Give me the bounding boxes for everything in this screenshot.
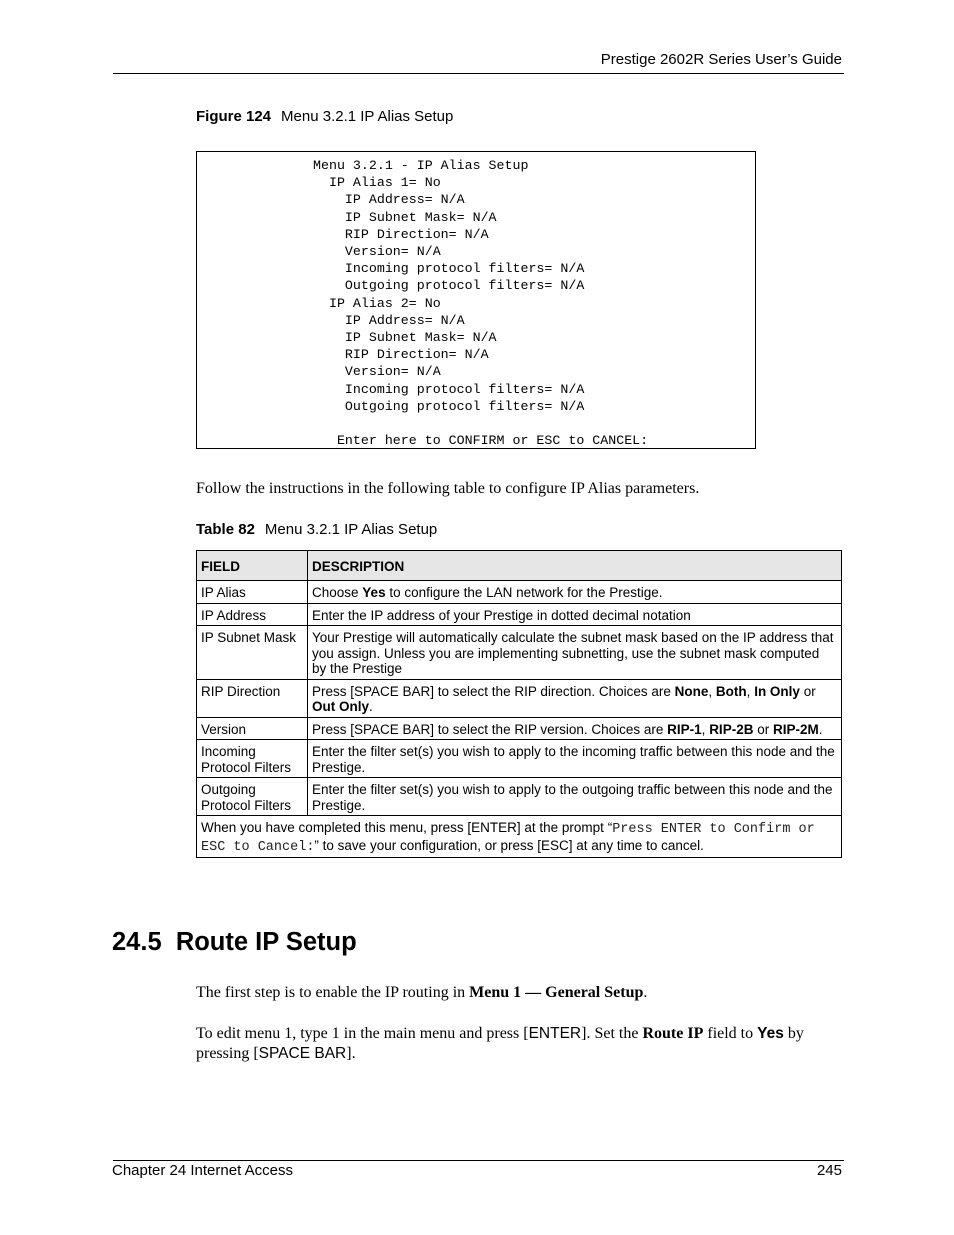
route-ip-paragraph-2 — [196, 1024, 842, 1064]
table-body — [197, 581, 842, 858]
footer-note-segment: ” to save your configuration, or press [ESC] at any time to cancel. — [314, 837, 704, 853]
description-segment: . — [369, 699, 373, 714]
table-header-row — [197, 551, 842, 581]
description-segment: . — [818, 721, 823, 737]
description-segment: , — [746, 683, 755, 699]
header-field: FIELD — [197, 551, 308, 581]
footer-note-segment: Press ENTER to Confirm or ESC to Cancel: — [201, 822, 815, 855]
para3-segment: field to — [703, 1025, 758, 1042]
description-segment: Yes — [362, 585, 386, 600]
description-cell — [308, 778, 842, 816]
header-description: DESCRIPTION — [308, 551, 842, 581]
field-cell: IP Alias — [197, 581, 308, 604]
footer-rule — [113, 1160, 844, 1161]
table-row — [197, 717, 842, 740]
figure-title: Menu 3.2.1 IP Alias Setup — [281, 108, 454, 125]
para3-segment: ]. — [346, 1045, 356, 1062]
para3-segment: ]. Set the — [581, 1025, 643, 1042]
description-cell — [308, 626, 842, 680]
description-segment: Both — [715, 683, 747, 699]
footer-chapter: Chapter 24 Internet Access — [112, 1162, 293, 1179]
para3-segment: Route IP — [642, 1025, 704, 1042]
description-segment: , — [701, 721, 710, 737]
para3-segment: SPACE BAR — [258, 1045, 347, 1062]
field-cell: RIP Direction — [197, 679, 308, 717]
header-rule — [113, 73, 844, 74]
table-row — [197, 740, 842, 778]
para3-segment: ENTER — [528, 1025, 582, 1042]
footer-note-segment: When you have completed this menu, press [ENTER] at the prompt “ — [201, 820, 613, 835]
field-cell: IP Address — [197, 603, 308, 626]
description-cell — [308, 740, 842, 778]
field-cell: IP Subnet Mask — [197, 626, 308, 680]
description-segment: Your Prestige will automatically calculate the subnet mask based on the IP address that you assign. Unless you are implementing subnetting, use the subnet mask computed by the Prestige — [312, 630, 834, 676]
section-title: Route IP Setup — [175, 928, 357, 956]
description-segment: or — [753, 721, 773, 737]
table-row — [197, 679, 842, 717]
intro-paragraph: Follow the instructions in the following table to configure IP Alias parameters. — [196, 480, 700, 497]
table-caption — [196, 521, 437, 538]
description-segment: Enter the filter set(s) you wish to apply to the incoming traffic between this node and the Prestige. — [312, 744, 835, 775]
para2-segment: The first step is to enable the IP routing in — [196, 984, 470, 1001]
description-segment: Press [SPACE BAR] to select the RIP version. Choices are — [312, 721, 668, 737]
field-cell: Incoming Protocol Filters — [197, 740, 308, 778]
field-cell: Version — [197, 717, 308, 740]
footer-page-number: 245 — [816, 1162, 842, 1179]
running-header-title: Prestige 2602R Series User’s Guide — [600, 51, 842, 68]
description-segment: , — [708, 683, 716, 699]
description-cell — [308, 581, 842, 604]
table-row — [197, 581, 842, 604]
description-segment: or — [799, 683, 816, 699]
description-cell — [308, 679, 842, 717]
description-segment: RIP-2M — [772, 721, 819, 737]
table-row — [197, 626, 842, 680]
description-segment: to configure the LAN network for the Prestige. — [385, 585, 663, 600]
table-row — [197, 778, 842, 816]
terminal-text: Menu 3.2.1 - IP Alias Setup IP Alias 1= No IP Address= N/A IP Subnet Mask= N/A RIP Direction= N/A Version= N/A Incoming protocol filters= N/A Outgoing protocol filters= N/A IP Alias 2= No IP Address= N/A IP Subnet Mask= N/A RIP Direction= N/A Version= N/A Incoming protocol filters= N/A Outgoing protocol filters= N/A Enter here to CONFIRM or ESC to CANCEL: — [313, 158, 649, 449]
description-segment: In Only — [754, 683, 800, 699]
para3-segment: To edit menu 1, type 1 in the main menu and press [ — [196, 1025, 529, 1042]
description-segment: Enter the IP address of your Prestige in dotted decimal notation — [312, 607, 691, 623]
table-row — [197, 603, 842, 626]
table-title: Menu 3.2.1 IP Alias Setup — [264, 521, 438, 538]
section-heading — [112, 928, 357, 957]
description-cell — [308, 603, 842, 626]
para2-segment: . — [643, 984, 648, 1001]
description-segment: Choose — [312, 585, 363, 600]
description-segment: RIP-2B — [709, 721, 754, 737]
field-description-table — [196, 550, 842, 858]
table-label: Table 82 — [196, 521, 255, 538]
figure-label: Figure 124 — [196, 108, 272, 125]
description-segment: Press [SPACE BAR] to select the RIP direction. Choices are — [312, 683, 675, 699]
route-ip-paragraph-1 — [196, 984, 647, 1002]
para3-segment: by pressing [ — [196, 1025, 804, 1062]
description-segment: RIP-1 — [667, 721, 702, 737]
table-footer-row — [197, 816, 842, 858]
figure-caption — [196, 108, 453, 125]
section-number: 24.5 — [112, 928, 162, 956]
terminal-screen — [196, 151, 756, 449]
field-cell: Outgoing Protocol Filters — [197, 778, 308, 816]
description-segment: Enter the filter set(s) you wish to apply to the outgoing traffic between this node and the Prestige. — [312, 782, 833, 813]
description-segment: Out Only — [312, 699, 369, 714]
description-segment: None — [674, 683, 709, 699]
para2-segment: Menu 1 — General Setup — [469, 984, 644, 1001]
description-cell — [308, 717, 842, 740]
para3-segment: Yes — [757, 1025, 784, 1042]
table-footer-note — [197, 816, 842, 858]
